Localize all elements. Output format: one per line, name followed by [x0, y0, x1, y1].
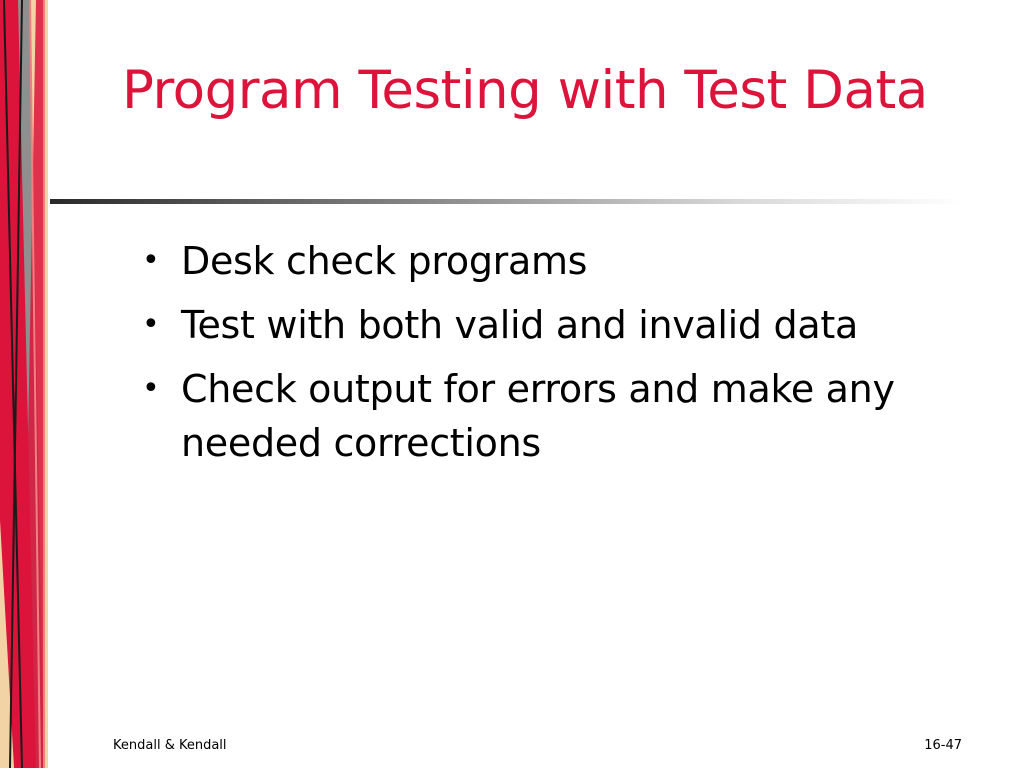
- title-divider: [50, 199, 965, 204]
- decorative-side-band: [0, 0, 48, 768]
- bullet-text: Test with both valid and invalid data: [181, 303, 858, 347]
- bullet-list: [140, 234, 980, 480]
- bullet-item: [140, 234, 980, 288]
- bullet-text: Desk check programs: [181, 239, 588, 283]
- slide-title: Program Testing with Test Data: [122, 60, 928, 121]
- bullet-item: [140, 298, 980, 352]
- bullet-item: [140, 362, 980, 470]
- bullet-dot: •: [142, 371, 160, 406]
- bullet-dot: •: [142, 243, 160, 278]
- bullet-text: Check output for errors and make any needed corrections: [181, 367, 895, 465]
- footer-slide-number: 16-47: [924, 738, 962, 753]
- footer-author: Kendall & Kendall: [113, 738, 227, 753]
- bullet-dot: •: [142, 307, 160, 342]
